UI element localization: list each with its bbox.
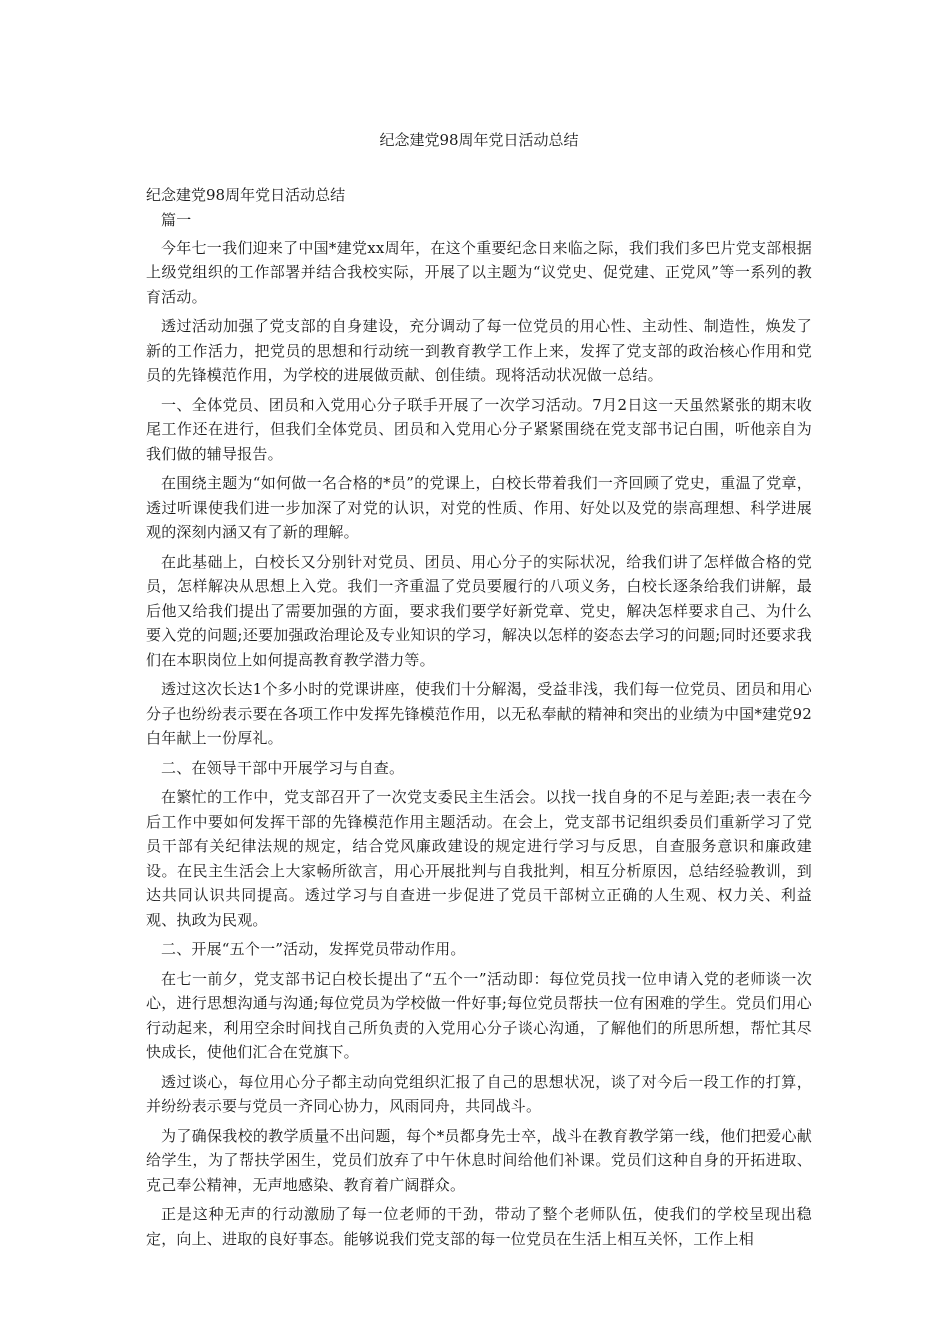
paragraph-heart-talk: 透过谈心，每位用心分子都主动向党组织汇报了自己的思想状况，谈了对今后一段工作的打算，并纷纷表示要与党员一齐同心协力，风雨同舟，共同战斗。 [146, 1072, 812, 1115]
paragraph-conclusion: 正是这种无声的行动激励了每一位老师的干劲，带动了整个老师队伍，使我们的学校呈现出稳定，向上、进取的良好事态。能够说我们党支部的每一位党员在生活上相互关怀，工作上相 [146, 1205, 812, 1248]
paragraph-teaching-quality: 为了确保我校的教学质量不出问题，每个*员都身先士卒，战斗在教育教学第一线，他们把爱心献给学生，为了帮扶学困生，党员们放弃了中午休息时间给他们补课。党员们这种自身的开拓进取、克己奉公精神，无声地感染、教育着广阔群众。 [146, 1126, 812, 1194]
section-heading-self-check: 二、在领导干部中开展学习与自查。 [161, 758, 405, 777]
paragraph-intro: 今年七一我们迎来了中国*建党xx周年，在这个重要纪念日来临之际，我们我们多巴片党支部根据上级党组织的工作部署并结合我校实际，开展了以主题为“议党史、促党建、正党风”等一系列的教育活动。 [146, 238, 812, 306]
paragraph-summary: 透过活动加强了党支部的自身建设，充分调动了每一位党员的用心性、主动性、制造性，焕发了新的工作活力，把党员的思想和行动统一到教育教学工作上来，发挥了党支部的政治核心作用和党员的先锋模范作用，为学校的进展做贡献、创佳绩。现将活动状况做一总结。 [146, 317, 812, 384]
paragraph-democratic-meeting: 在繁忙的工作中，党支部召开了一次党支委民主生活会。以找一找自身的不足与差距;表一表在今后工作中要如何发挥干部的先锋模范作用主题活动。在会上，党支部书记组织委员们重新学习了党员干部有关纪律法规的规定，结合党风廉政建设的规定进行学习与反思，自查服务意识和廉政建设。在民主生活会上大家畅所欲言，用心开展批判与自我批判，相互分析原因，总结经验教训，到达共同认识共同提高。透过学习与自查进一步促进了党员干部树立正确的人生观、权力关、利益观、执政为民观。 [146, 788, 812, 929]
paragraph-qualified-member: 在此基础上，白校长又分别针对党员、团员、用心分子的实际状况，给我们讲了怎样做合格的党员，怎样解决从思想上入党。我们一齐重温了党员要履行的八项义务，白校长逐条给我们讲解，最后他又给我们提出了需要加强的方面，要求我们要学好新党章、党史，解决怎样要求自己、为什么要入党的问题;还要加强政治理论及专业知识的学习，解决以怎样的姿态去学习的问题;同时还要求我们在本职岗位上如何提高教育教学潜力等。 [146, 552, 812, 669]
section-heading-five-ones: 二、开展“五个一”活动，发挥党员带动作用。 [161, 940, 466, 958]
paragraph-party-lesson: 在围绕主题为“如何做一名合格的*员”的党课上，白校长带着我们一齐回顾了党史，重温了党章，透过听课使我们进一步加深了对党的认识，对党的性质、作用、好处以及党的崇高理想、科学进展观的深刻内涵又有了新的理解。 [146, 474, 812, 541]
section-heading-study: 一、全体党员、团员和入党用心分子联手开展了一次学习活动。7月2日这一天虽然紧张的期末收尾工作还在进行，但我们全体党员、团员和入党用心分子紧紧围绕在党支部书记白围，听他亲自为我们做的辅导报告。 [146, 395, 812, 463]
chapter-label: 篇一 [161, 211, 192, 229]
document-subtitle: 纪念建党98周年党日活动总结 [146, 186, 346, 204]
document-title: 纪念建党98周年党日活动总结 [379, 131, 579, 149]
paragraph-lecture-result: 透过这次长达1个多小时的党课讲座，使我们十分解渴，受益非浅，我们每一位党员、团员和用心分子也纷纷表示要在各项工作中发挥先锋模范作用，以无私奉献的精神和突出的业绩为中国*建党92白年献上一份厚礼。 [146, 680, 812, 747]
paragraph-five-ones: 在七一前夕，党支部书记白校长提出了“五个一”活动即：每位党员找一位申请入党的老师谈一次心，进行思想沟通与沟通;每位党员为学校做一件好事;每位党员帮扶一位有困难的学生。党员们用心行动起来，利用空余时间找自己所负责的入党用心分子谈心沟通，了解他们的所思所想，帮忙其尽快成长，使他们汇合在党旗下。 [146, 969, 812, 1061]
